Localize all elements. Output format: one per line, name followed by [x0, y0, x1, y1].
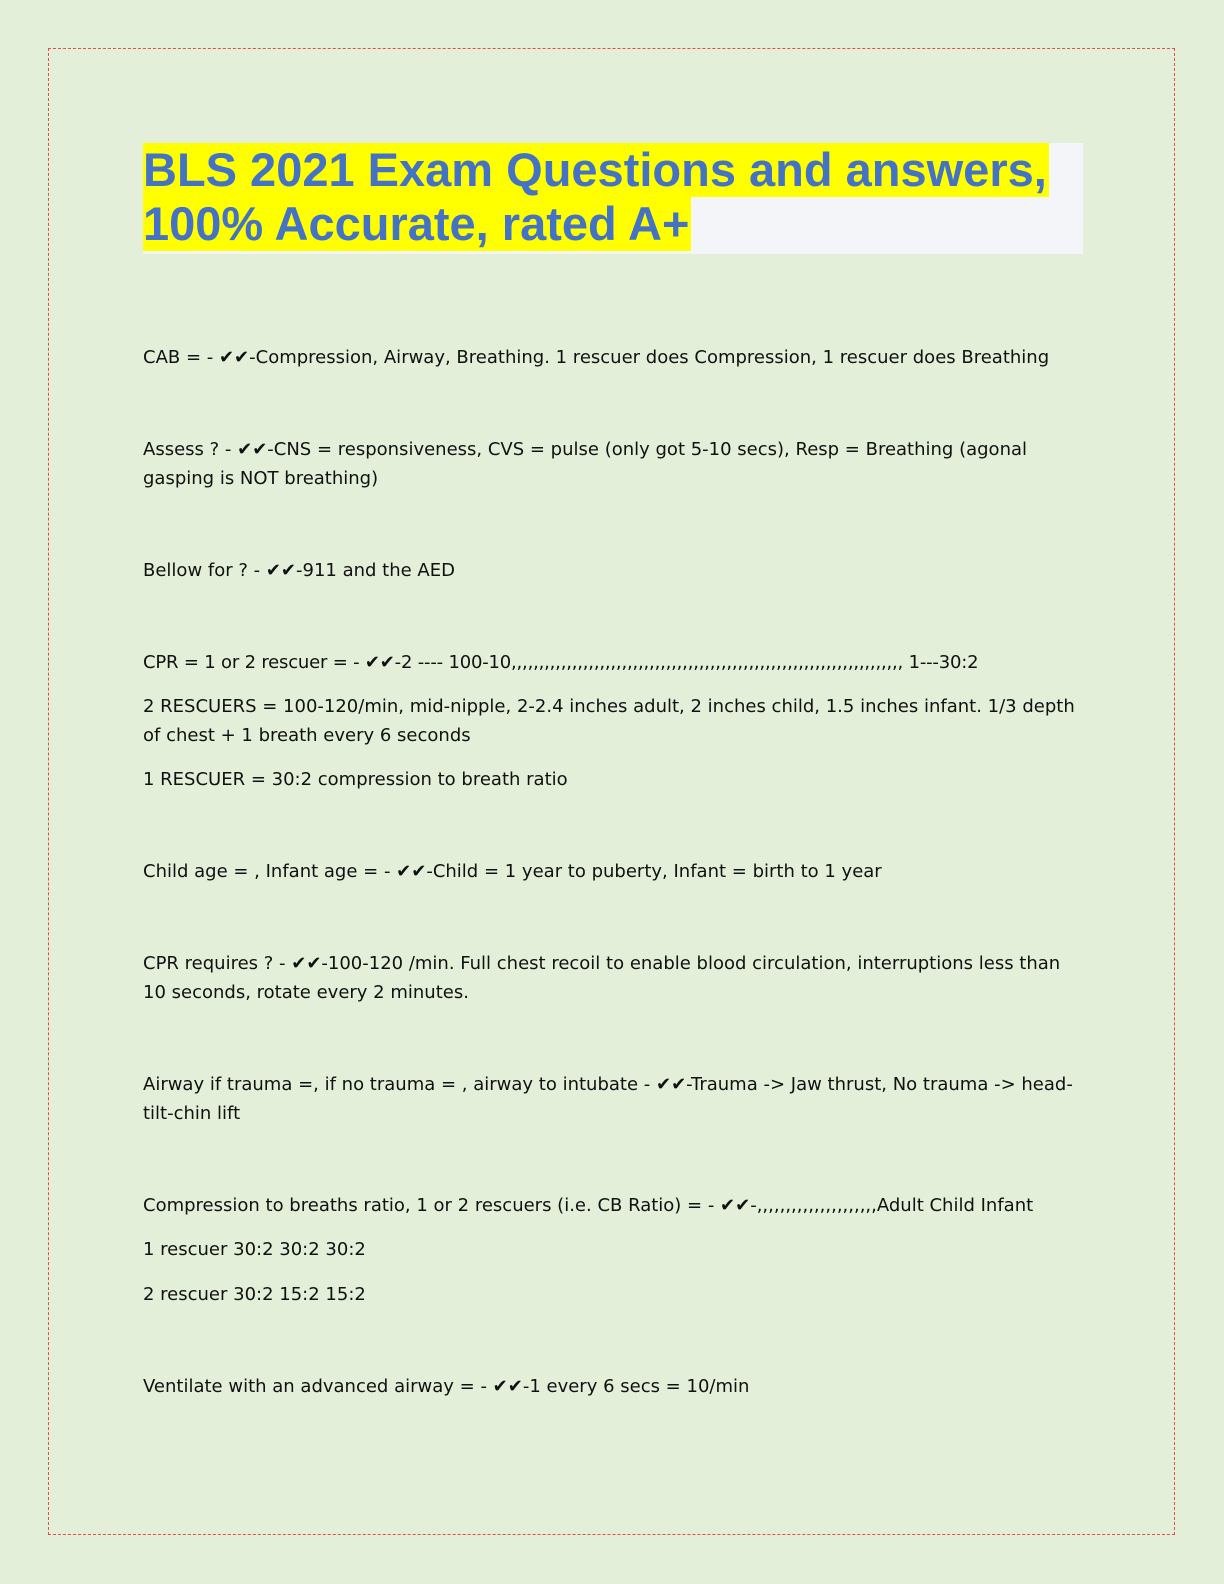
qa-cb-ratio-one-rescuer: 1 rescuer 30:2 30:2 30:2	[143, 1239, 366, 1260]
qa-child-infant-age: Child age = , Infant age = - ✔✔-Child = 1 year to puberty, Infant = birth to 1 year	[143, 861, 882, 882]
qa-bellow: Bellow for ? - ✔✔-911 and the AED	[143, 560, 455, 581]
qa-cb-ratio: Compression to breaths ratio, 1 or 2 rescuers (i.e. CB Ratio) = - ✔✔-,,,,,,,,,,,,,,,,,,,,,Adult Child Infant	[143, 1195, 1034, 1216]
qa-cab: CAB = - ✔✔-Compression, Airway, Breathing. 1 rescuer does Compression, 1 rescuer does Breathing	[143, 347, 1050, 368]
qa-airway-trauma: Airway if trauma =, if no trauma = , airway to intubate - ✔✔-Trauma -> Jaw thrust, No trauma -> head-tilt-chin lift	[143, 1074, 1073, 1124]
qa-cpr-rescuer: CPR = 1 or 2 rescuer = - ✔✔-2 ---- 100-10,,,,,,,,,,,,,,,,,,,,,,,,,,,,,,,,,,,,,,,,,,,,,,,,,,,,,,,,,,,,,,,,,,,,,,, 1---30:2	[143, 652, 979, 673]
qa-two-rescuers: 2 RESCUERS = 100-120/min, mid-nipple, 2-2.4 inches adult, 2 inches child, 1.5 inches infant. 1/3 depth of chest + 1 breath every 6 seconds	[143, 696, 1075, 746]
qa-one-rescuer: 1 RESCUER = 30:2 compression to breath ratio	[143, 769, 568, 790]
page-title-line-1: BLS 2021 Exam Questions and answers,	[143, 143, 1047, 196]
page-title-line-2: 100% Accurate, rated A+	[143, 197, 690, 250]
qa-advanced-airway: Ventilate with an advanced airway = - ✔✔-1 every 6 secs = 10/min	[143, 1376, 750, 1397]
qa-cb-ratio-two-rescuer: 2 rescuer 30:2 15:2 15:2	[143, 1284, 366, 1305]
qa-assess: Assess ? - ✔✔-CNS = responsiveness, CVS = pulse (only got 5-10 secs), Resp = Breathing (agonal gasping is NOT breathing)	[143, 439, 1028, 489]
qa-cpr-requires: CPR requires ? - ✔✔-100-120 /min. Full chest recoil to enable blood circulation, interruptions less than 10 seconds, rotate every 2 minutes.	[143, 953, 1061, 1003]
title-block	[143, 143, 1083, 254]
